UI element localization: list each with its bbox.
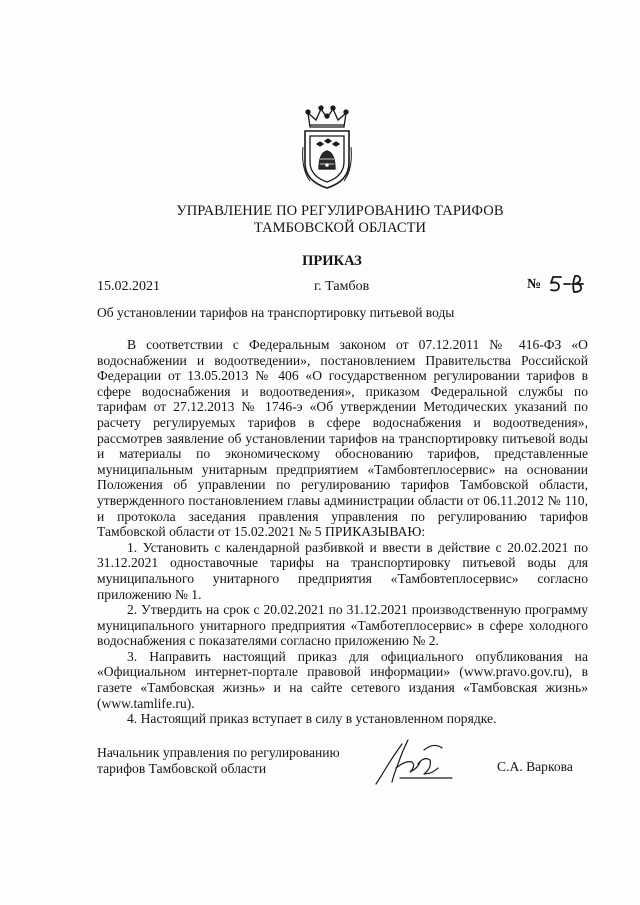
document-number-label: № — [527, 277, 542, 292]
document-date: 15.02.2021 — [97, 279, 160, 294]
signatory-title — [97, 745, 340, 777]
signatory-name: С.А. Варкова — [497, 759, 573, 774]
handwritten-signature-icon — [372, 738, 462, 786]
order-item-3: 3. Направить настоящий приказ для официального опубликования на «Официальном интернет-портале правовой информации» (www.pravo.gov.ru), в газете «Тамбовская жизнь» и на сайте сетевого издания «Тамбовская жизнь» (www.tamlife.ru). — [97, 648, 588, 711]
order-item-4: 4. Настоящий приказ вступает в силу в установленном порядке. — [127, 711, 497, 727]
order-item-2: 2. Утвердить на срок с 20.02.2021 по 31.12.2021 производственную программу муниципального унитарного предприятия «Тамботеплосервис» в сфере холодного водоснабжения с показателями согласно приложению № 2. — [97, 602, 588, 649]
signatory-title-line2: тарифов Тамбовской области — [97, 761, 267, 776]
preamble-paragraph: В соответствии с Федеральным законом от 07.12.2011 № 416-ФЗ «О водоснабжении и водоотведении», постановлением Правительства Российской Федерации от 13.05.2013 № 406 «О государственном регулировании тарифов в сфере водоснабжения и водоотведения», приказом Федеральной службы по тарифам от 27.12.2013 № 1746-э «Об утверждении Методических указаний по расчету регулируемых тарифов в сфере водоснабжения и водоотведения», рассмотрев заявление об установлении тарифов на транспортировку питьевой воды и материалы по экономическому обоснованию тарифов, представленные муниципальным унитарным предприятием «Тамбовтеплосервис» на основании Положения об управлении по регулированию тарифов Тамбовской области, утвержденного постановлением главы администрации области от 06.11.2012 № 110, и протокола заседания правления управления по регулированию тарифов Тамбовской области от 15.02.2021 № 5 ПРИКАЗЫВАЮ: — [97, 337, 588, 540]
coat-of-arms-icon — [300, 103, 354, 189]
document-type: ПРИКАЗ — [302, 253, 362, 269]
signatory-title-line1: Начальник управления по регулированию — [97, 745, 340, 760]
document-body — [97, 337, 588, 727]
document-subject: Об установлении тарифов на транспортировку питьевой воды — [97, 305, 455, 320]
document-city: г. Тамбов — [314, 279, 370, 294]
handwritten-number-icon — [548, 273, 590, 295]
org-name-line2: ТАМБОВСКОЙ ОБЛАСТИ — [253, 220, 427, 236]
org-name-line1: УПРАВЛЕНИЕ ПО РЕГУЛИРОВАНИЮ ТАРИФОВ — [176, 203, 504, 219]
order-item-1: 1. Установить с календарной разбивкой и ввести в действие с 20.02.2021 по 31.12.2021 одноставочные тарифы на транспортировку питьевой воды для муниципального унитарного предприятия «Тамбовтеплосервис» согласно приложению № 1. — [97, 539, 588, 602]
